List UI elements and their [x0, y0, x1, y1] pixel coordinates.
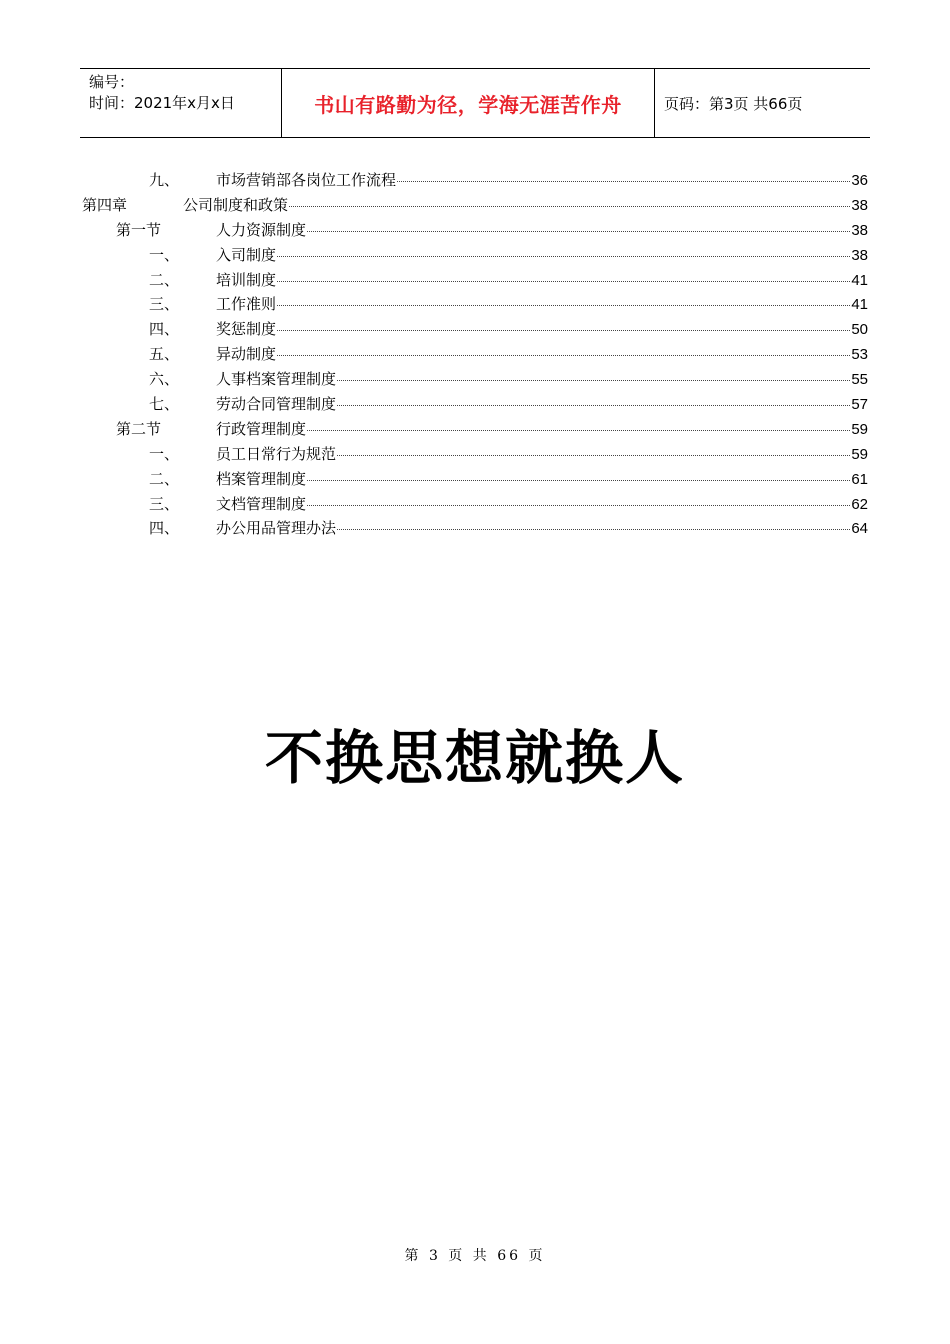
toc-entry-title: 员工日常行为规范 — [216, 444, 337, 463]
toc-entry[interactable] — [80, 218, 870, 243]
toc-entry-title: 入司制度 — [216, 245, 277, 264]
toc-entry-line — [216, 417, 868, 443]
toc-entry-title: 办公用品管理办法 — [216, 519, 337, 538]
toc-entry-page: 55 — [851, 371, 868, 389]
toc-entry-title: 工作准则 — [216, 295, 277, 314]
toc-dot-leader — [289, 206, 850, 207]
toc-entry-line — [216, 218, 868, 244]
toc-entry-number: 四、 — [149, 519, 180, 538]
toc-entry-number: 一、 — [149, 245, 180, 264]
toc-dot-leader — [277, 305, 850, 306]
toc-entry-line — [216, 292, 868, 318]
toc-dot-leader — [277, 355, 850, 356]
toc-entry-line — [216, 367, 868, 393]
toc-entry[interactable] — [80, 467, 870, 492]
toc-entry[interactable] — [80, 392, 870, 417]
toc-entry-number: 第二节 — [116, 419, 162, 438]
toc-entry-title: 培训制度 — [216, 270, 277, 289]
toc-entry-page: 41 — [851, 271, 868, 289]
toc-entry[interactable] — [80, 193, 870, 218]
toc-entry-page: 36 — [851, 172, 868, 189]
toc-entry-title: 市场营销部各岗位工作流程 — [216, 171, 397, 189]
toc-entry-line — [216, 467, 868, 493]
toc-entry-line — [216, 317, 868, 343]
toc-entry[interactable] — [80, 317, 870, 342]
toc-entry-title: 文档管理制度 — [216, 494, 307, 513]
toc-entry[interactable] — [80, 292, 870, 317]
toc-entry-page: 59 — [851, 445, 868, 463]
toc-entry-number: 三、 — [149, 295, 180, 314]
toc-dot-leader — [277, 330, 850, 331]
toc-entry-title: 劳动合同管理制度 — [216, 395, 337, 414]
toc-entry-title: 奖惩制度 — [216, 320, 277, 339]
toc-entry-line — [216, 392, 868, 418]
toc-entry-number: 四、 — [149, 320, 180, 339]
toc-entry-page: 50 — [851, 321, 868, 339]
header-page-cell — [655, 69, 870, 137]
toc-entry-number: 二、 — [149, 469, 180, 488]
toc-dot-leader — [337, 529, 850, 530]
toc-entry-line — [216, 342, 868, 368]
toc-entry-line — [216, 168, 868, 194]
toc-entry-line — [216, 268, 868, 294]
toc-entry[interactable] — [80, 516, 870, 541]
toc-dot-leader — [307, 231, 850, 232]
table-of-contents — [80, 168, 870, 541]
toc-entry[interactable] — [80, 342, 870, 367]
toc-entry[interactable] — [80, 367, 870, 392]
toc-entry-line — [216, 492, 868, 518]
toc-entry-number: 六、 — [149, 370, 180, 389]
toc-entry-number: 三、 — [149, 494, 180, 513]
time-label: 时间：2021年x月x日 — [89, 94, 235, 112]
toc-entry[interactable] — [80, 168, 870, 193]
header-motto-cell — [282, 69, 655, 137]
toc-entry-page: 62 — [851, 495, 868, 513]
toc-entry-title: 人力资源制度 — [216, 220, 307, 239]
toc-entry-page: 38 — [851, 221, 868, 239]
toc-entry-page: 61 — [851, 470, 868, 488]
toc-entry-line — [216, 516, 868, 542]
page-footer: 第 3 页 共 66 页 — [404, 1248, 546, 1264]
toc-dot-leader — [307, 480, 850, 481]
toc-entry-line — [183, 193, 868, 219]
toc-entry-line — [216, 442, 868, 468]
toc-dot-leader — [277, 256, 850, 257]
toc-dot-leader — [337, 455, 850, 456]
toc-entry[interactable] — [80, 243, 870, 268]
toc-dot-leader — [397, 181, 850, 182]
toc-entry-number: 五、 — [149, 345, 180, 364]
toc-entry-number: 七、 — [149, 395, 180, 414]
toc-entry-number: 第一节 — [116, 220, 162, 239]
header-meta — [80, 69, 282, 137]
toc-entry-number: 第四章 — [82, 195, 128, 214]
toc-entry-title: 档案管理制度 — [216, 469, 307, 488]
toc-entry-line — [216, 243, 868, 269]
doc-number-label: 编号： — [89, 73, 135, 91]
toc-dot-leader — [337, 405, 850, 406]
toc-entry-number: 一、 — [149, 444, 180, 463]
header-page-info: 页码：第3页 共66页 — [664, 94, 803, 113]
toc-dot-leader — [307, 505, 850, 506]
toc-entry-page: 57 — [851, 396, 868, 414]
toc-entry[interactable] — [80, 442, 870, 467]
toc-entry-number: 二、 — [149, 270, 180, 289]
toc-dot-leader — [337, 380, 850, 381]
toc-entry-title: 人事档案管理制度 — [216, 370, 337, 389]
slogan-heading: 不换思想就换人 — [264, 724, 685, 792]
toc-entry-page: 59 — [851, 420, 868, 438]
toc-entry-page: 53 — [851, 346, 868, 364]
toc-entry-page: 64 — [851, 520, 868, 538]
toc-dot-leader — [307, 430, 850, 431]
toc-entry-title: 公司制度和政策 — [183, 195, 289, 214]
toc-dot-leader — [277, 281, 850, 282]
header-motto: 书山有路勤为径，学海无涯苦作舟 — [314, 92, 622, 117]
page-header — [80, 68, 870, 138]
toc-entry-title: 异动制度 — [216, 345, 277, 364]
toc-entry-title: 行政管理制度 — [216, 419, 307, 438]
toc-entry-number: 九、 — [149, 171, 180, 189]
toc-entry[interactable] — [80, 492, 870, 517]
toc-entry-page: 38 — [851, 196, 868, 214]
toc-entry[interactable] — [80, 268, 870, 293]
toc-entry-page: 41 — [851, 296, 868, 314]
toc-entry-page: 38 — [851, 246, 868, 264]
toc-entry[interactable] — [80, 417, 870, 442]
